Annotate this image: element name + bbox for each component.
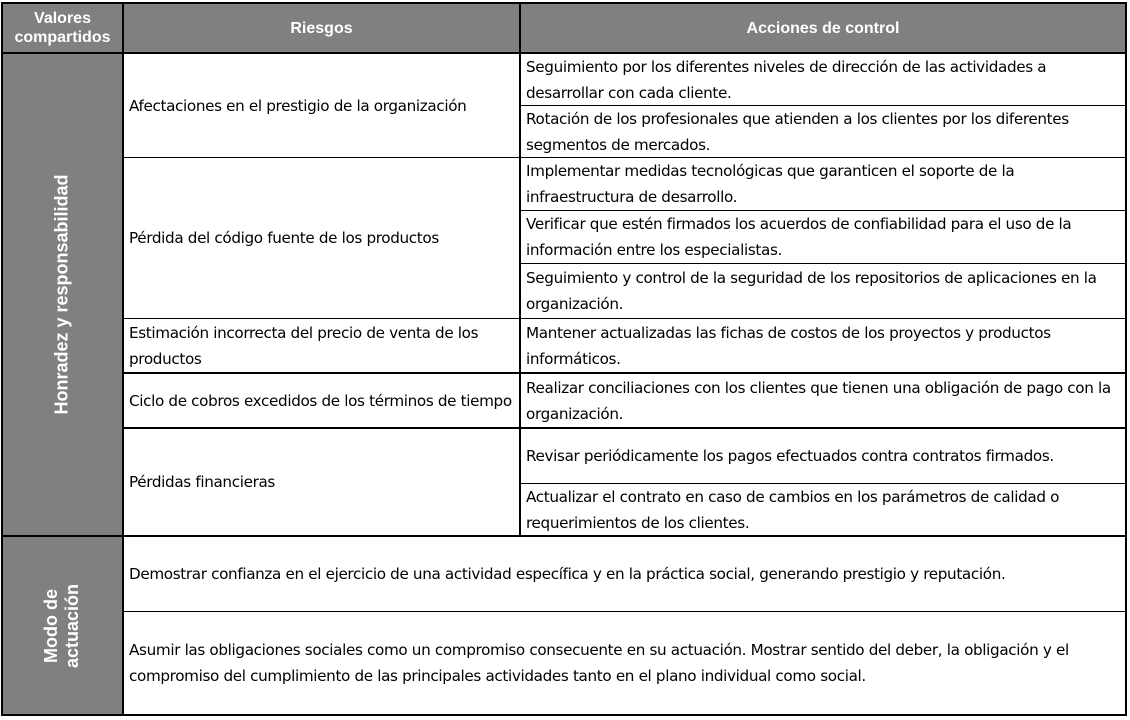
risk-cell-precio-venta <box>124 319 521 374</box>
action-text: Revisar periódicamente los pagos efectuados contra contratos firmados. <box>526 447 1054 465</box>
risk-text: Pérdidas financieras <box>129 473 275 491</box>
statement-cell <box>124 537 1125 612</box>
action-text: Implementar medidas tecnológicas que garanticen el soporte de la infraestructura de desarrollo. <box>526 162 1015 206</box>
risk-cell-ciclo-cobros <box>124 374 521 429</box>
action-cell <box>521 211 1125 264</box>
action-text: Seguimiento por los diferentes niveles de dirección de las actividades a desarrollar con cada cliente. <box>526 57 1047 102</box>
risk-text: Estimación incorrecta del precio de venta de los productos <box>129 323 479 368</box>
statement-text: Demostrar confianza en el ejercicio de una actividad específica y en la práctica social, generando prestigio y reputación. <box>129 565 1006 583</box>
group-label-honradez: Honradez y responsabilidad <box>52 174 72 415</box>
risk-cell-prestigio <box>124 54 521 158</box>
action-cell <box>521 484 1125 537</box>
risk-cell-codigo-fuente <box>124 158 521 319</box>
risk-text: Afectaciones en el prestigio de la organización <box>129 96 467 115</box>
header-valores-label: Valores compartidos <box>14 10 111 46</box>
action-text: Verificar que estén firmados los acuerdos de confiabilidad para el uso de la información entre los especialistas. <box>526 215 1072 259</box>
group-label-line1: Modo de <box>41 588 62 663</box>
action-text: Mantener actualizadas las fichas de costos de los proyectos y productos informáticos. <box>526 323 1051 368</box>
action-text: Rotación de los profesionales que atienden a los clientes por los diferentes segmentos de mercados. <box>526 109 1069 154</box>
action-cell <box>521 158 1125 211</box>
values-risks-table <box>1 2 1127 716</box>
group-honradez-responsabilidad <box>3 54 124 537</box>
action-text: Seguimiento y control de la seguridad de los repositorios de aplicaciones en la organización. <box>526 269 1097 313</box>
action-cell <box>521 54 1125 106</box>
risk-cell-perdidas-financieras <box>124 429 521 537</box>
action-cell <box>521 264 1125 319</box>
group-label-modo-actuacion <box>42 583 84 667</box>
risk-text: Pérdida del código fuente de los productos <box>129 229 439 247</box>
action-cell <box>521 106 1125 158</box>
risk-text: Ciclo de cobros excedidos de los términos de tiempo <box>129 391 512 410</box>
statement-cell <box>124 612 1125 714</box>
header-acciones-de-control <box>521 4 1125 54</box>
action-text: Actualizar el contrato en caso de cambios en los parámetros de calidad o requerimientos de los clientes. <box>526 487 1060 532</box>
action-cell <box>521 429 1125 484</box>
statement-text: Asumir las obligaciones sociales como un compromiso consecuente en su actuación. Mostrar sentido del deber, la obligación y el compromiso del cumplimiento de las principales actividades tanto en el plano individual como social. <box>129 641 1069 685</box>
header-acciones-label: Acciones de control <box>746 19 900 37</box>
action-cell <box>521 374 1125 429</box>
group-modo-de-actuacion <box>3 537 124 714</box>
action-text: Realizar conciliaciones con los clientes que tienen una obligación de pago con la organización. <box>526 378 1111 423</box>
action-cell <box>521 319 1125 374</box>
group-label-line2: actuación <box>62 583 83 668</box>
header-valores-compartidos <box>3 4 124 54</box>
header-riesgos-label: Riesgos <box>290 19 353 37</box>
header-riesgos <box>124 4 521 54</box>
